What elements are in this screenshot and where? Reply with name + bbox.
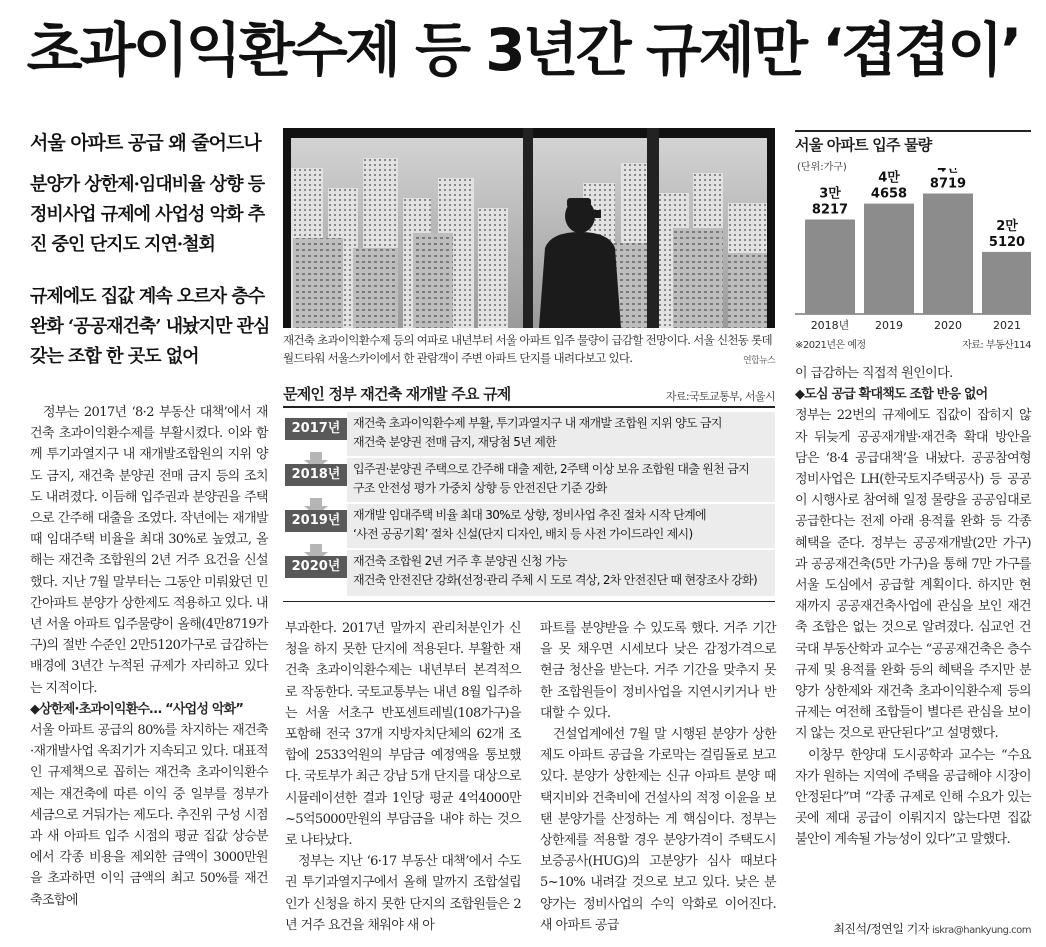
- byline-names: 최진석/정연일 기자: [833, 922, 929, 936]
- chart-top-rule: [795, 130, 1031, 132]
- article-column-1: [30, 402, 268, 911]
- table-row: [285, 550, 775, 596]
- row-line-1: 재건축 조합원 2년 거주 후 분양권 신청 가능: [353, 554, 567, 568]
- byline-email: iskra@hankyung.com: [932, 925, 1031, 936]
- bar-3: [982, 252, 1031, 314]
- data-label-0-1: 8217: [811, 202, 849, 218]
- article-column-4: [795, 363, 1031, 851]
- headline: 초과이익환수제 등 3년간 규제만 ‘겹겹이’: [26, 16, 1020, 84]
- bar-2: [923, 194, 973, 314]
- chart-footnote: ※2021년은 예정: [795, 340, 866, 351]
- paragraph: 정부는 2017년 ‘8·2 부동산 대책’에서 재건축 초과이익환수제를 부활시켰다. 이와 함께 투기과열지구 내 재개발조합원의 지위 양도 금지, 재건축 분양권 전매 금지 등의 조치도 내려졌다. 이듬해 입주권과 분양권을 주택으로 간주해 대출을 조였다. 작년에는 재개발 때 임대주택 비율을 최대 30%로 높였고, 올해는 재건축 조합원의 2년 거주 요건을 신설했다. 지난 7월 말부터는 그동안 미뤄왔던 민간아파트 분양가 상한제도 적용하고 있다. 내년 서울 아파트 입주물량이 올해(4만8719가구)의 절반 수준인 2만5120가구로 급감하는 배경에 3년간 누적된 규제가 자리하고 있다는 지적이다.: [30, 405, 268, 696]
- subhead-2: 분양가 상한제·임대비율 상향 등 정비사업 규제에 사업성 악화 추진 중인 단지도 지연·철회: [30, 174, 265, 255]
- subhead-3: 규제에도 집값 계속 오르자 층수완화 ‘공공재건축’ 내놨지만 관심 갖는 조합 한 곳도 없어: [30, 286, 270, 367]
- paragraph: 파트를 분양받을 수 있도록 했다. 거주 기간을 못 채우면 시세보다 낮은 감정가격으로 현금 청산을 받는다. 거주 기간을 맞추지 못한 조합원들이 정비사업을 지연시키거나 반대할 수 있다.: [540, 621, 776, 721]
- data-label-3-1: 5120: [988, 234, 1026, 250]
- chart-title: 서울 아파트 입주 물량: [795, 136, 932, 154]
- category-label-1: 2019: [875, 319, 903, 332]
- year-label: 2020년: [285, 556, 347, 578]
- paragraph: 정부는 지난 ‘6·17 부동산 대책’에서 수도권 투기과열지구에서 올해 말까지 조합설립 인가 신청을 하지 못한 단지의 조합원들은 2년 거주 요건을 채워야 새 아: [285, 854, 521, 933]
- byline: [795, 920, 1031, 937]
- table-bottom-rule: [283, 601, 775, 602]
- bar-chart: [795, 168, 1031, 353]
- row-line-2: 재건축 안전진단 강화(선정·관리 주체 시 도로 격상, 2차 안전진단 때 현장조사 강화): [353, 573, 757, 587]
- row-line-1: 재건축 초과이익환수제 부활, 투기과열지구 내 재개발 조합원 지위 양도 금지: [353, 416, 722, 430]
- table-row: [285, 504, 775, 548]
- table-source: 자료:국토교통부, 서울시: [665, 390, 775, 403]
- table-row: [285, 412, 775, 456]
- data-label-1-1: 4658: [870, 186, 908, 202]
- paragraph: 건설업계에선 7월 말 시행된 분양가 상한제도 아파트 공급을 가로막는 걸림돌로 보고 있다. 분양가 상한제는 신규 아파트 분양 때 택지비와 건축비에 건설사의 적정 이윤을 보탠 분양가를 산정하는 게 핵심이다. 정부는 상한제를 적용할 경우 분양가격이 주택도시보증공사(HUG)의 고분양가 심사 때보다 5~10% 내려갈 것으로 보고 있다. 낮은 분양가는 정비사업의 수익 악화로 이어진다. 새 아파트 공급: [540, 727, 776, 933]
- row-line-2: ‘사전 공공기획’ 절차 신설(단지 디자인, 배치 등 사전 가이드라인 제시): [353, 527, 693, 541]
- year-label: 2019년: [285, 510, 347, 532]
- category-label-2: 2020: [934, 319, 962, 332]
- paragraph: 부과한다. 2017년 말까지 관리처분인가 신청을 하지 못한 단지에 적용된다. 부활한 재건축 초과이익환수제는 내년부터 본격적으로 작동한다. 국토교통부는 내년 8월 입주하는 서울 서초구 반포센트레빌(108가구)을 포함해 전국 37개 지방자치단체의 62개 조합에 2533억원의 부담금 예정액을 통보했다. 국토부가 최근 강남 5개 단지를 대상으로 시뮬레이션한 결과 1인당 평균 4억4000만~5억5000만원의 부담금을 내야 하는 것으로 나타났다.: [285, 621, 521, 849]
- paragraph: 서울 아파트 공급의 80%를 차지하는 재건축·재개발사업 옥죄기가 지속되고 있다. 대표적인 규제책으로 꼽히는 재건축 초과이익환수제는 재건축에 따른 이익 중 일부를 정부가 세금으로 거둬가는 제도다. 추진위 구성 시점과 새 아파트 입주 시점의 평균 집값 상승분에서 각종 비용을 제외한 금액이 3000만원을 초과하면 이익 금액의 최고 50%를 재건축조합에: [30, 723, 268, 908]
- news-photo: [283, 128, 775, 328]
- year-label: 2018년: [285, 464, 347, 486]
- category-label-3: 2021: [993, 319, 1021, 332]
- row-line-2: 구조 안전성 평가 가중치 상향 등 안전진단 기준 강화: [353, 481, 607, 495]
- chart-unit: (단위:가구): [797, 162, 847, 173]
- chart-svg: [795, 168, 1031, 333]
- city-skyline-image: [283, 128, 775, 328]
- row-text: [353, 414, 773, 452]
- row-line-2: 재건축 분양권 전매 금지, 재당첨 5년 제한: [353, 435, 557, 449]
- section-heading: ◆도심 공급 확대책도 조합 반응 없어: [795, 387, 988, 403]
- paragraph: 이 급감하는 직접적 원인이다.: [795, 366, 953, 381]
- year-label: 2017년: [285, 418, 347, 440]
- paragraph: 이창무 한양대 도시공학과 교수는 “수요자가 원하는 지역에 주택을 공급해야 시장이 안정된다”며 “각종 규제로 인해 수요가 있는 곳에 제대 공급이 이뤄지지 않는다면 집값 불안이 계속될 가능성이 있다”고 말했다.: [795, 747, 1031, 848]
- row-text: [353, 506, 773, 544]
- data-label-1-0: 4만: [878, 170, 900, 186]
- row-line-1: 재개발 임대주택 비율 최대 30%로 상향, 정비사업 추진 절차 시작 단계에: [353, 508, 706, 522]
- data-label-2-0: 4만: [937, 168, 959, 176]
- caption-text: 재건축 초과이익환수제 등의 여파로 내년부터 서울 아파트 입주 물량이 급감할 전망이다. 서울 신천동 롯데월드타워 서울스카이에서 한 관람객이 주변 아파트 단지를 내려다보고 있다.: [283, 333, 772, 365]
- photo-credit: 연합뉴스: [743, 356, 775, 366]
- paragraph: 정부는 22번의 규제에도 집값이 잡히지 않자 뒤늦게 공공재개발·재건축 확대 방안을 담은 ‘8·4 공급대책’을 내놨다. 공공참여형 정비사업은 LH(한국토지주택공사) 등 공공이 시행사로 참여해 일정 물량을 공공임대로 공급한다는 전제 아래 용적률 완화 등 각종 혜택을 준다. 정부는 공공재개발(2만 가구)과 공공재건축(5만 가구)을 통해 7만 가구를 서울 도심에서 공급할 계획이다. 하지만 현재까지 공공재건축사업에 관심을 보인 재건축 조합은 없는 것으로 알려졌다. 심교언 건국대 부동산학과 교수는 “공공재건축은 층수 규제 및 용적률 완화 등의 혜택을 주지만 분양가 상한제와 재건축 초과이익환수제 등의 규제는 여전해 조합들이 별다른 관심을 보이지 않는 것으로 판단된다”고 설명했다.: [795, 408, 1031, 742]
- bar-1: [864, 204, 914, 314]
- article-column-3: [540, 618, 776, 936]
- chart-footer: [795, 336, 1031, 351]
- data-label-0-0: 3만: [819, 186, 841, 202]
- section-heading: ◆상한제·초과이익환수… “사업성 악화”: [30, 701, 244, 717]
- row-line-1: 입주권·분양권 주택으로 간주해 대출 제한, 2주택 이상 보유 조합원 대출 원천 금지: [353, 462, 749, 476]
- table-row: [285, 458, 775, 502]
- data-label-3-0: 2만: [996, 218, 1018, 234]
- chart-source: 자료: 부동산114: [962, 340, 1031, 351]
- data-label-2-1: 8719: [929, 176, 967, 192]
- row-text: [353, 460, 773, 498]
- row-text: [353, 552, 773, 590]
- photo-caption: [283, 331, 775, 370]
- subhead-1: 서울 아파트 공급 왜 줄어드나: [30, 132, 261, 154]
- category-label-0: 2018년: [810, 319, 850, 332]
- table-top-rule: [283, 406, 775, 408]
- bar-0: [805, 219, 855, 314]
- article-column-2: [285, 618, 521, 936]
- table-title: 문제인 정부 재건축 재개발 주요 규제: [283, 385, 511, 403]
